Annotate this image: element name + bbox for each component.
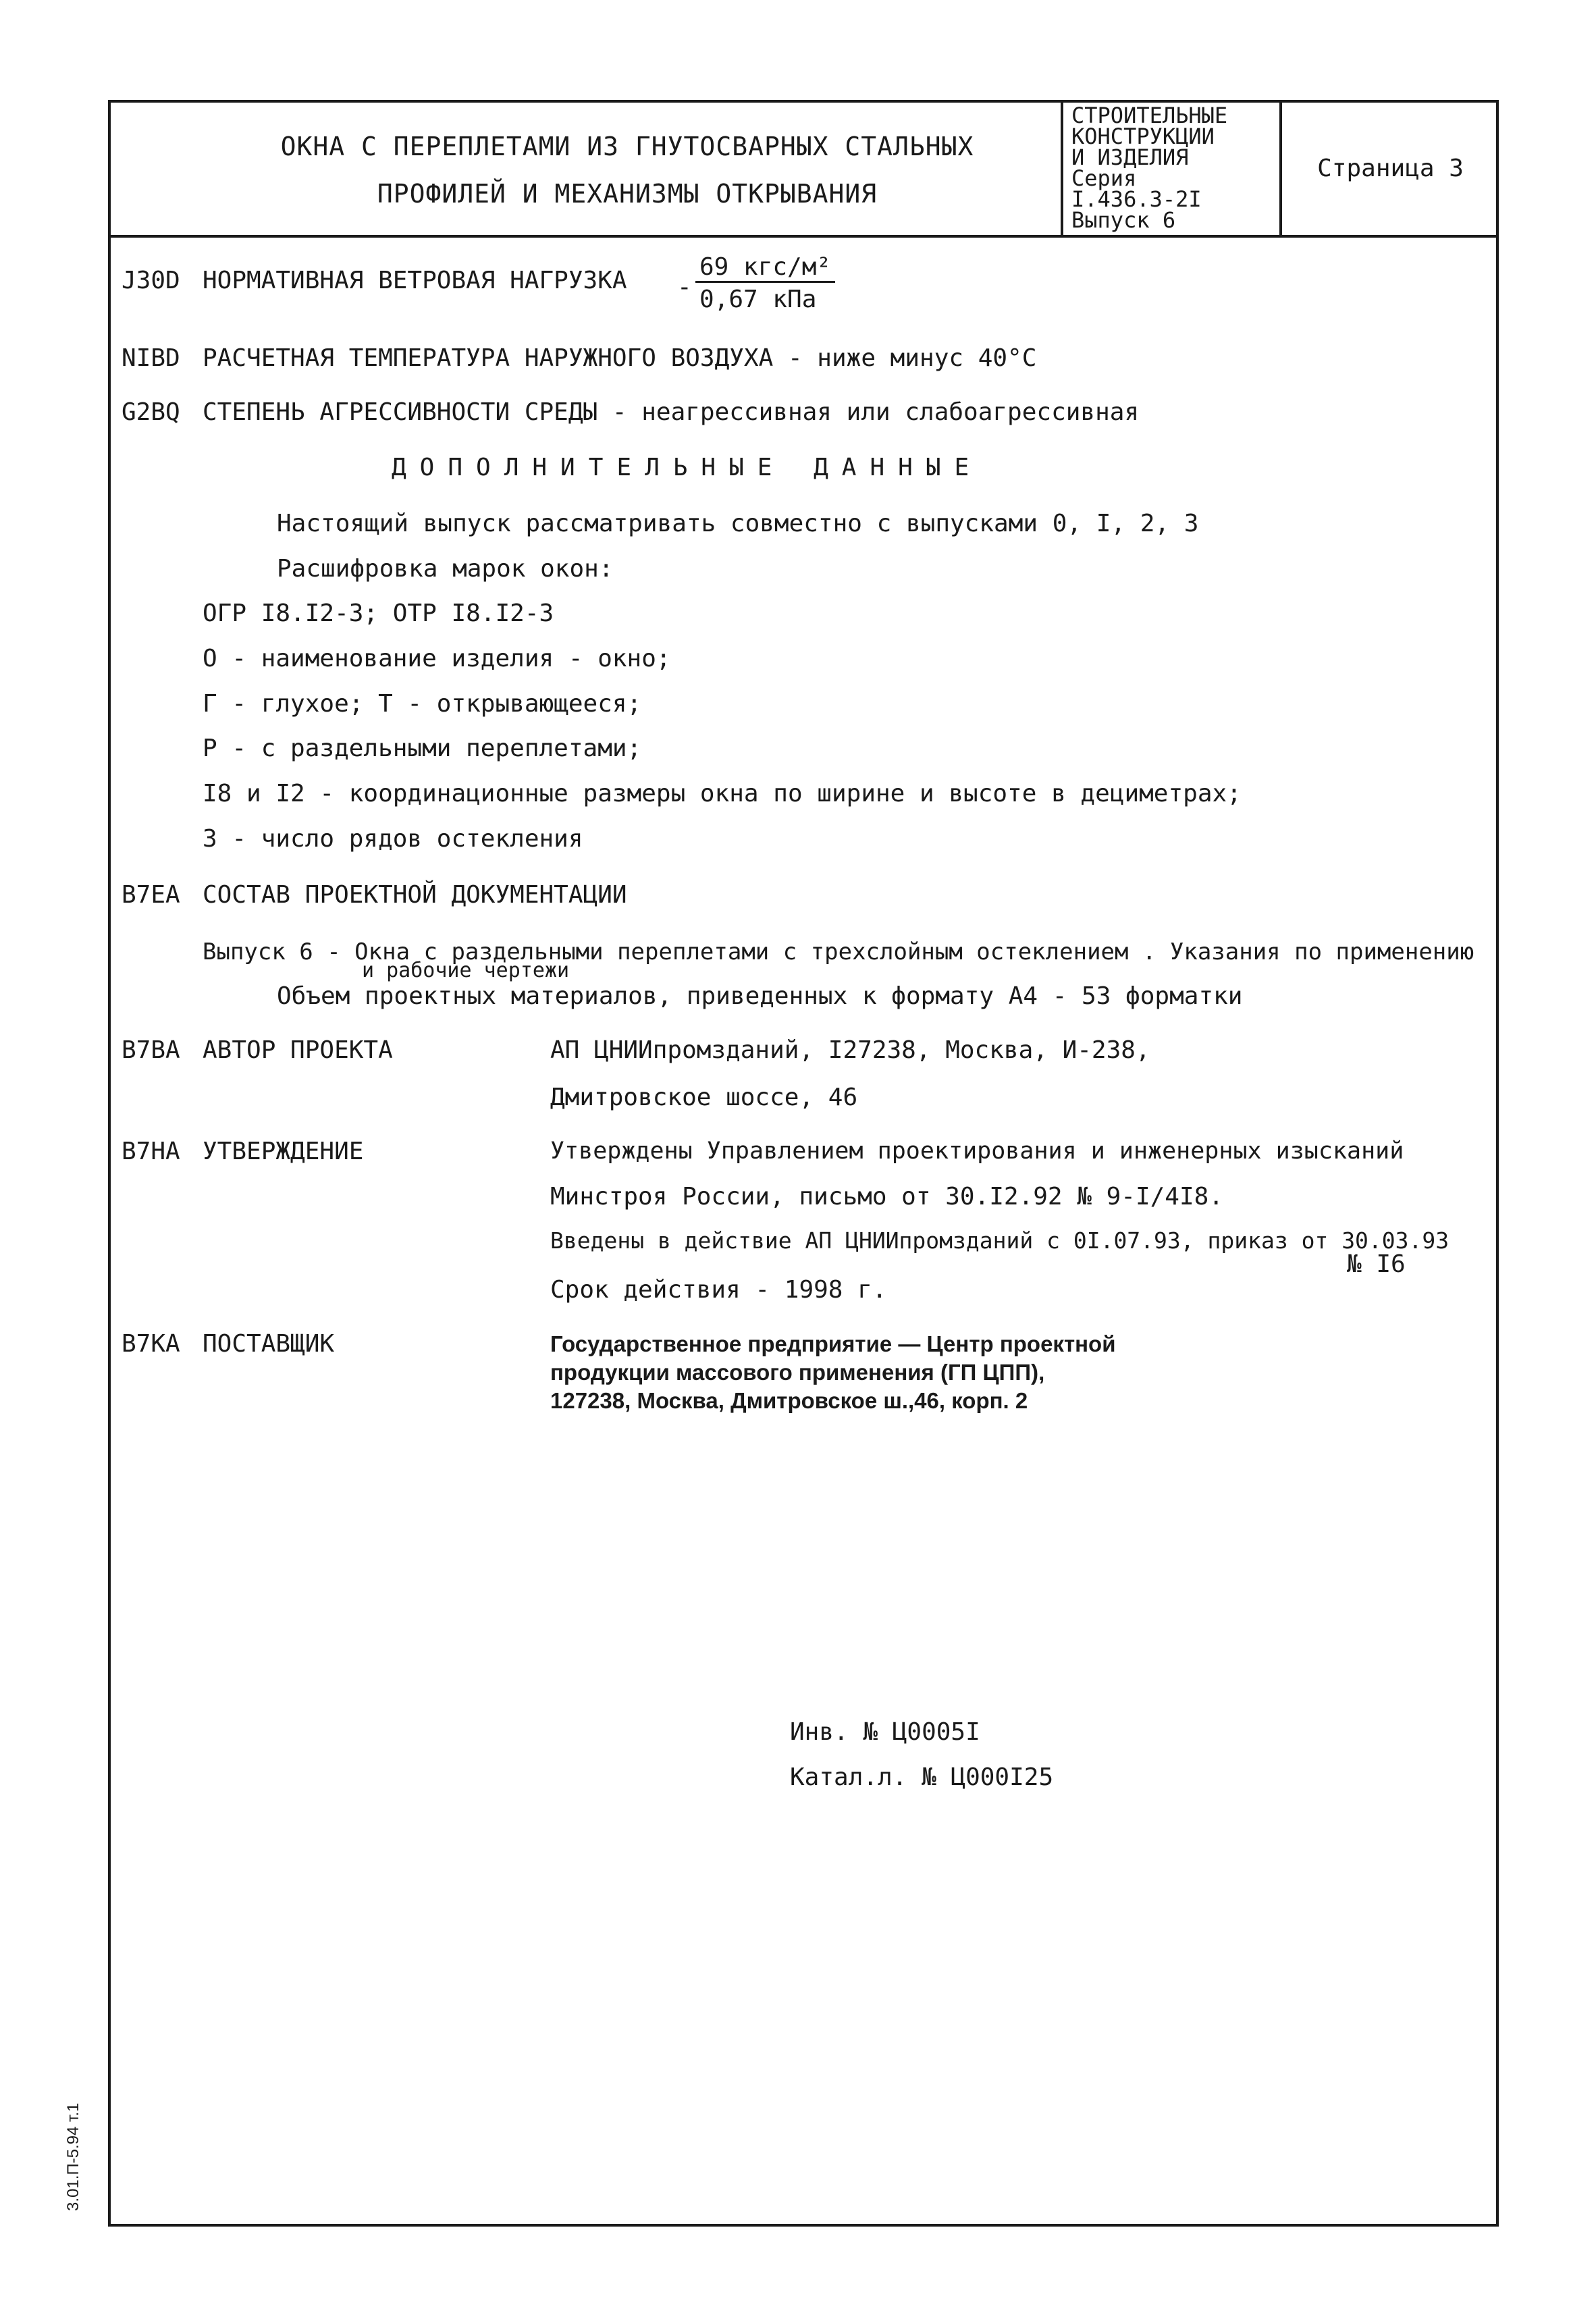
wind-code: J30D xyxy=(122,267,180,294)
series-cell xyxy=(1061,103,1282,235)
title-line-1: ОКНА С ПЕРЕПЛЕТАМИ ИЗ ГНУТОСВАРНЫХ СТАЛЬНЫХ xyxy=(280,132,974,161)
series-line: КОНСТРУКЦИИ xyxy=(1071,124,1215,149)
author-label: АВТОР ПРОЕКТА xyxy=(203,1036,393,1064)
approval-line-2: Минстроя России, письмо от 30.I2.92 № 9-I/4I8. xyxy=(550,1183,1223,1211)
series-line: И ИЗДЕЛИЯ xyxy=(1071,144,1189,170)
series-line: СТРОИТЕЛЬНЫЕ xyxy=(1071,103,1228,128)
temp-text: РАСЧЕТНАЯ ТЕМПЕРАТУРА НАРУЖНОГО ВОЗДУХА - ниже минус 40°С xyxy=(203,344,1037,372)
approval-line-1: Утверждены Управлением проектирования и инженерных изысканий xyxy=(550,1138,1404,1165)
docs-code: B7EA xyxy=(122,881,180,909)
aggr-code: G2BQ xyxy=(122,398,180,426)
series-line: Выпуск 6 xyxy=(1071,207,1176,233)
supplier-line: 127238, Москва, Дмитровское ш.,46, корп. 2 xyxy=(550,1388,1028,1413)
header-block xyxy=(111,103,1496,238)
supplier-line: Государственное предприятие — Центр проектной xyxy=(550,1331,1116,1356)
author-code: B7BA xyxy=(122,1036,180,1064)
approval-line-4: Срок действия - 1998 г. xyxy=(550,1276,887,1304)
wind-value xyxy=(695,253,835,313)
series-line: Серия xyxy=(1071,165,1137,191)
additional-line: ОГР I8.I2-3; ОТР I8.I2-3 xyxy=(203,600,554,627)
page-number: Страница 3 xyxy=(1317,155,1464,182)
temp-code: NIBD xyxy=(122,344,180,372)
docs-label: СОСТАВ ПРОЕКТНОЙ ДОКУМЕНТАЦИИ xyxy=(203,881,627,909)
title-line-2: ПРОФИЛЕЙ И МЕХАНИЗМЫ ОТКРЫВАНИЯ xyxy=(377,179,878,209)
author-line-1: АП ЦНИИпромзданий, I27238, Москва, И-238, xyxy=(550,1036,1150,1064)
document-title xyxy=(138,123,1117,217)
side-stamp: 3.01.П-5.94 т.1 xyxy=(64,2102,82,2211)
wind-denominator: 0,67 кПа xyxy=(699,286,817,313)
wind-numerator: 69 кгс/м² xyxy=(695,253,835,283)
docs-line-2: Объем проектных материалов, приведенных к формату А4 - 53 форматки xyxy=(277,982,1243,1010)
additional-line: I8 и I2 - координационные размеры окна по ширине и высоте в дециметрах; xyxy=(203,780,1242,807)
wind-label: НОРМАТИВНАЯ ВЕТРОВАЯ НАГРУЗКА xyxy=(203,267,627,294)
catalog-number: Катал.л. № Ц000I25 xyxy=(790,1763,1054,1791)
series-line: I.436.3-2I xyxy=(1071,186,1202,212)
approval-label: УТВЕРЖДЕНИЕ xyxy=(203,1138,364,1165)
supplier-label: ПОСТАВЩИК xyxy=(203,1330,335,1358)
author-line-2: Дмитровское шоссе, 46 xyxy=(550,1084,858,1111)
approval-line-3b: № I6 xyxy=(1347,1250,1406,1278)
aggr-text: СТЕПЕНЬ АГРЕССИВНОСТИ СРЕДЫ - неагрессивная или слабоагрессивная xyxy=(203,398,1140,426)
additional-line: 3 - число рядов остекления xyxy=(203,825,583,853)
additional-line: Расшифровка марок окон: xyxy=(277,555,614,583)
approval-code: B7HA xyxy=(122,1138,180,1165)
supplier-line: продукции массового применения (ГП ЦПП), xyxy=(550,1360,1045,1385)
additional-line: О - наименование изделия - окно; xyxy=(203,645,671,672)
additional-line: Настоящий выпуск рассматривать совместно с выпусками 0, I, 2, 3 xyxy=(277,510,1199,537)
supplier-code: B7KA xyxy=(122,1330,180,1358)
wind-dash: - xyxy=(677,273,692,301)
additional-line: Р - с раздельными переплетами; xyxy=(203,735,642,762)
additional-line: Г - глухое; Т - открывающееся; xyxy=(203,690,642,718)
additional-heading: ДОПОЛНИТЕЛЬНЫЕ ДАННЫЕ xyxy=(392,454,983,481)
docs-line-1: Выпуск 6 - Окна с раздельными переплетами с трехслойным остеклением . Указания по применению xyxy=(203,938,1474,965)
supplier-block xyxy=(550,1330,1116,1415)
inventory-number: Инв. № Ц0005I xyxy=(790,1718,980,1746)
docs-line-1b: и рабочие чертежи xyxy=(362,959,570,982)
approval-line-3: Введены в действие АП ЦНИИпромзданий с 0I.07.93, приказ от 30.03.93 xyxy=(550,1227,1449,1254)
